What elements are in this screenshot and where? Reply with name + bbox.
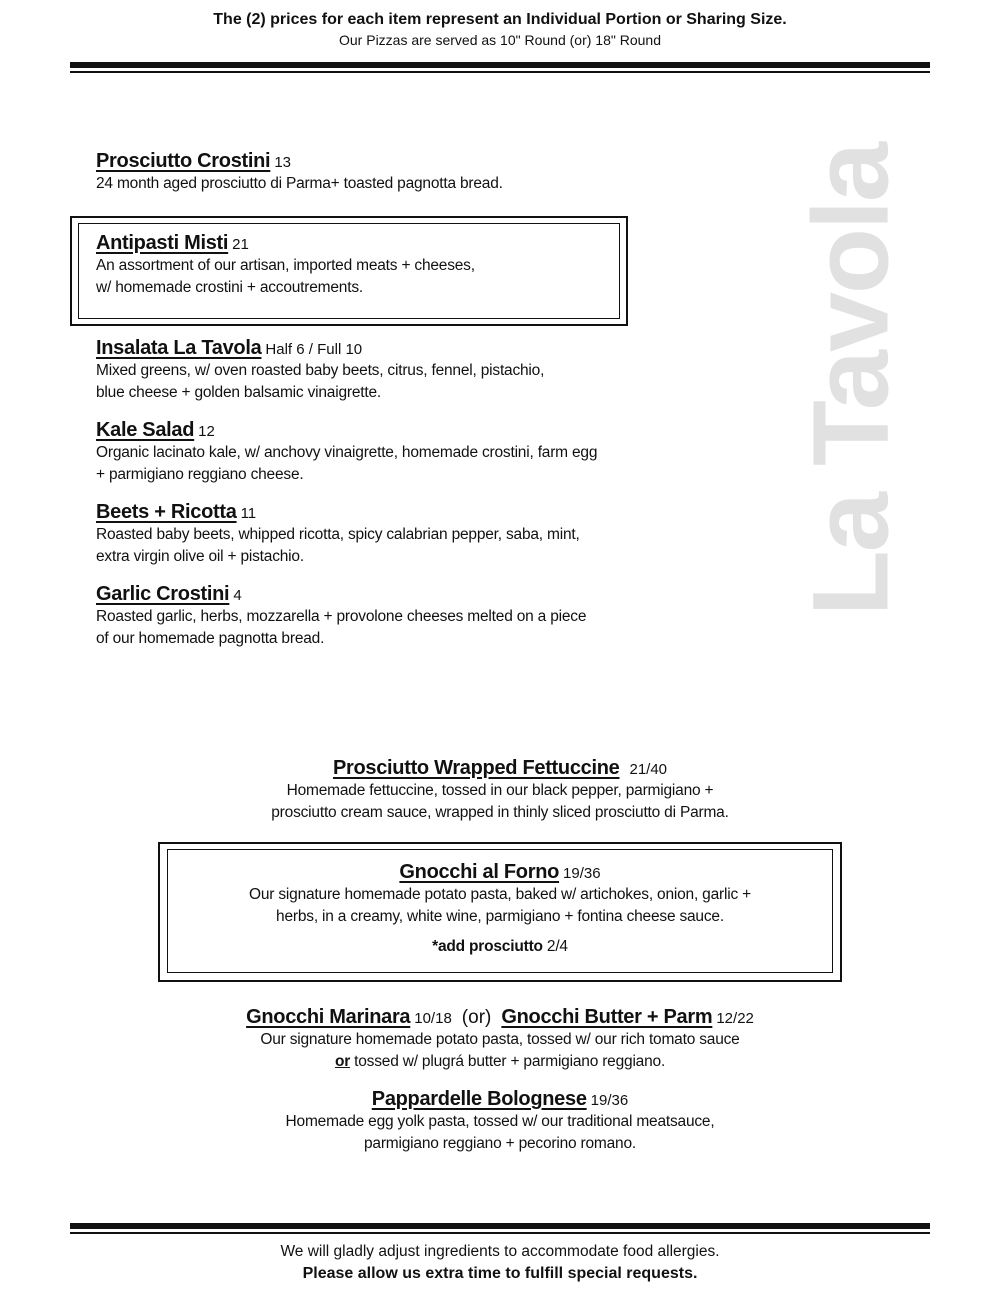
item-price: 13	[274, 154, 291, 171]
item-name: Beets + Ricotta	[96, 501, 237, 523]
item-name: Pappardelle Bolognese	[371, 1088, 587, 1110]
item-desc: of our homemade pagnotta bread.	[96, 630, 325, 647]
item-desc-text: tossed w/ plugrá butter + parmigiano reggiano.	[350, 1053, 666, 1070]
menu-item	[96, 583, 586, 650]
item-name: Antipasti Misti	[96, 232, 229, 254]
item-price: 21/40	[629, 761, 668, 778]
addon-label: *add prosciutto	[432, 938, 543, 955]
item-desc: blue cheese + golden balsamic vinaigrette.	[96, 384, 381, 401]
or-separator: (or)	[461, 1007, 492, 1028]
item-price: Half 6 / Full 10	[265, 341, 363, 358]
item-price: 10/18	[414, 1010, 452, 1027]
item-desc: extra virgin olive oil + pistachio.	[96, 548, 304, 565]
item-name: Prosciutto Wrapped Fettuccine	[332, 757, 620, 779]
item-desc: Our signature homemade potato pasta, baked w/ artichokes, onion, garlic +	[249, 886, 751, 903]
menu-item	[0, 1006, 1000, 1073]
item-name: Gnocchi Butter + Parm	[501, 1006, 713, 1028]
item-desc: Mixed greens, w/ oven roasted baby beets, citrus, fennel, pistachio,	[96, 362, 545, 379]
divider	[70, 62, 930, 68]
item-name: Garlic Crostini	[96, 583, 230, 605]
divider	[70, 71, 930, 73]
item-desc: herbs, in a creamy, white wine, parmigiano + fontina cheese sauce.	[276, 908, 724, 925]
item-price: 19/36	[590, 1092, 629, 1109]
divider	[70, 1223, 930, 1229]
item-desc: Organic lacinato kale, w/ anchovy vinaigrette, homemade crostini, farm egg	[96, 444, 598, 461]
addon	[0, 936, 1000, 958]
menu-item	[96, 419, 597, 486]
item-desc: Roasted garlic, herbs, mozzarella + provolone cheeses melted on a piece	[96, 608, 587, 625]
item-price: 12/22	[716, 1010, 754, 1027]
header-prices-note: The (2) prices for each item represent an Individual Portion or Sharing Size.	[213, 11, 787, 28]
menu-item	[0, 757, 1000, 824]
item-name: Insalata La Tavola	[96, 337, 262, 359]
item-desc: w/ homemade crostini + accoutrements.	[96, 279, 363, 296]
item-desc	[0, 1051, 1000, 1073]
menu-item	[96, 232, 475, 299]
menu-item	[0, 861, 1000, 958]
item-name: Gnocchi al Forno	[399, 861, 560, 883]
footer-requests-note: Please allow us extra time to fulfill special requests.	[302, 1265, 698, 1282]
item-desc: 24 month aged prosciutto di Parma+ toasted pagnotta bread.	[96, 175, 503, 192]
item-name: Kale Salad	[96, 419, 195, 441]
item-price: 12	[198, 423, 215, 440]
item-desc: prosciutto cream sauce, wrapped in thinly sliced prosciutto di Parma.	[271, 804, 729, 821]
header-pizza-note: Our Pizzas are served as 10" Round (or) 18" Round	[339, 32, 661, 48]
addon-price: 2/4	[546, 938, 568, 955]
item-desc: + parmigiano reggiano cheese.	[96, 466, 304, 483]
brand-watermark: La Tavola	[789, 143, 911, 617]
item-price: 11	[240, 505, 257, 522]
item-price: 19/36	[563, 865, 601, 882]
item-name: Prosciutto Crostini	[96, 150, 271, 172]
item-price: 4	[233, 587, 242, 604]
menu-item	[96, 150, 503, 195]
item-desc: Homemade egg yolk pasta, tossed w/ our traditional meatsauce,	[285, 1113, 715, 1130]
item-desc: An assortment of our artisan, imported meats + cheeses,	[96, 257, 475, 274]
item-desc: parmigiano reggiano + pecorino romano.	[363, 1135, 636, 1152]
item-desc: Homemade fettuccine, tossed in our black pepper, parmigiano +	[286, 782, 714, 799]
divider	[70, 1232, 930, 1234]
item-name: Gnocchi Marinara	[246, 1006, 411, 1028]
item-desc: Our signature homemade potato pasta, tossed w/ our rich tomato sauce	[260, 1031, 740, 1048]
menu-item	[0, 1088, 1000, 1155]
or-emphasis: or	[334, 1053, 351, 1070]
item-price: 21	[232, 236, 249, 253]
footer-allergy-note: We will gladly adjust ingredients to accommodate food allergies.	[280, 1243, 720, 1260]
menu-item	[96, 501, 580, 568]
menu-item	[96, 337, 544, 404]
item-desc: Roasted baby beets, whipped ricotta, spicy calabrian pepper, saba, mint,	[96, 526, 580, 543]
